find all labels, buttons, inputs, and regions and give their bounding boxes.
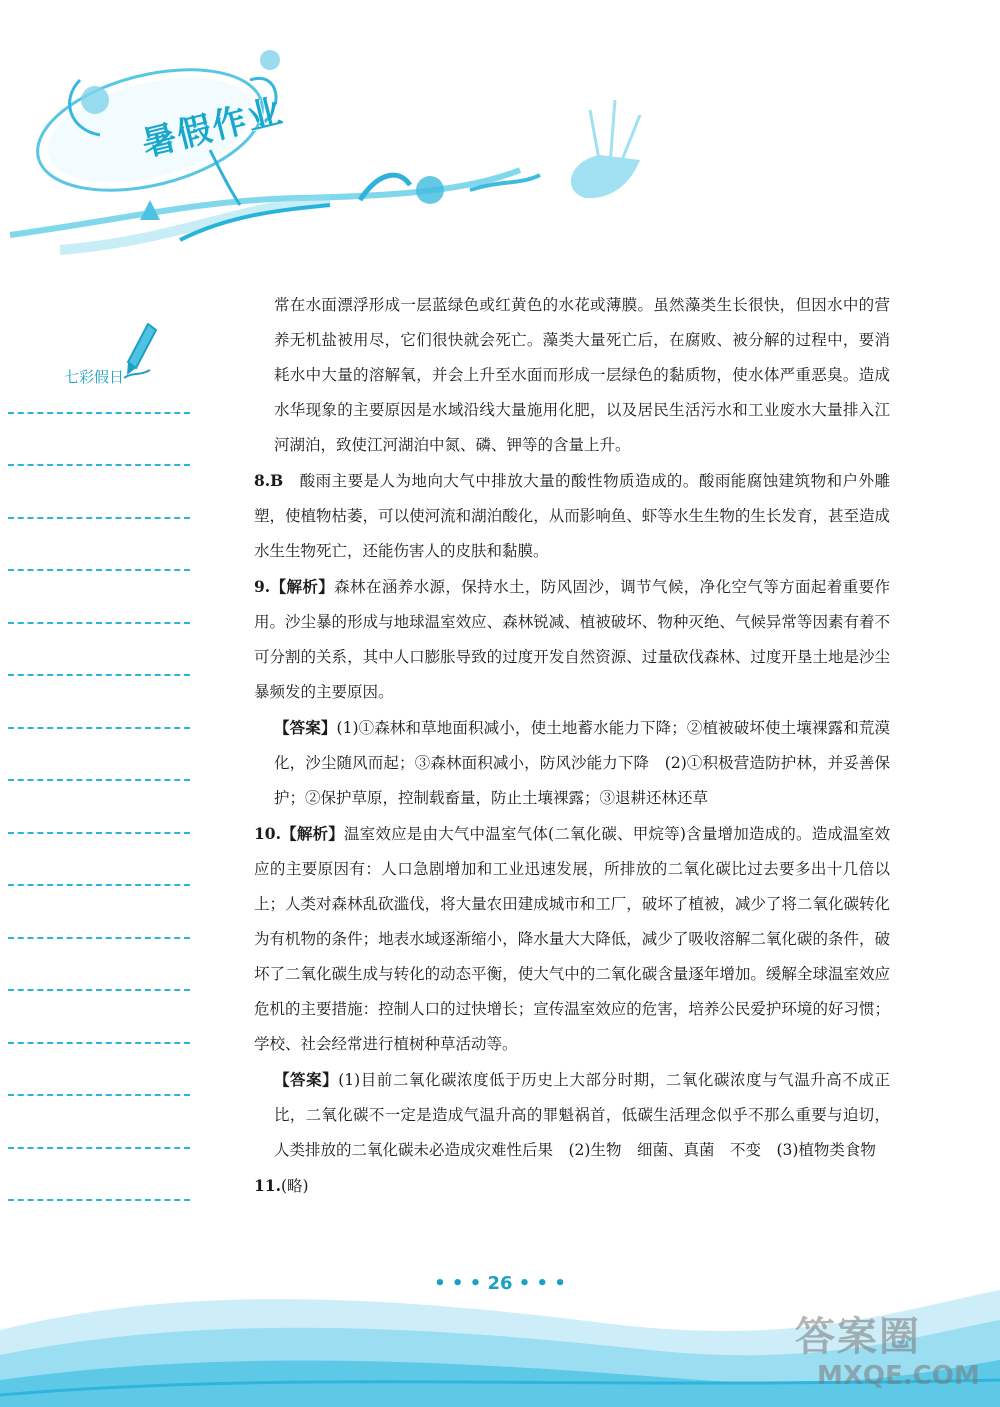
watermark [795,1305,990,1400]
note-line [8,727,190,729]
note-line [8,779,190,781]
note-line [8,989,190,991]
paragraph-text: (略) [280,1177,309,1195]
note-line [8,1042,190,1044]
answer-10-answer [254,1062,890,1168]
answer-tag: 【答案】 [274,718,337,737]
sidebar-label: 七彩假日 [64,368,125,386]
note-line [8,832,190,834]
question-tag: 9.【解析】 [254,577,335,596]
paragraph-text: 酸雨主要是人为地向大气中排放大量的酸性物质造成的。酸雨能腐蚀建筑物和户外雕塑，使植物枯萎，可以使河流和湖泊酸化，从而影响鱼、虾等水生生物的生长发育，甚至造成水生生物死亡，还能伤害人的皮肤和黏膜。 [254,472,890,560]
banner-title: 暑假作业 [138,91,288,165]
watermark-cn: 答案圈 [795,1314,921,1360]
note-line [8,412,190,414]
note-line [8,517,190,519]
answer-8 [254,463,890,569]
page-number: • • • 26 • • • [434,1273,566,1294]
header-floral-art [0,0,700,270]
question-tag: 10.【解析】 [254,824,344,843]
note-line [8,674,190,676]
note-line [8,937,190,939]
note-line [8,1094,190,1096]
paragraph-text: 温室效应是由大气中温室气体(二氧化碳、甲烷等)含量增加造成的。造成温室效应的主要原因有：人口急剧增加和工业迅速发展，所排放的二氧化碳比过去要多出十几倍以上；人类对森林乱砍滥伐，将大量农田建成城市和工厂，破坏了植被，减少了将二氧化碳转化为有机物的条件；地表水域逐渐缩小，降水量大大降低，减少了吸收溶解二氧化碳的条件，破坏了二氧化碳生成与转化的动态平衡，使大气中的二氧化碳含量逐年增加。缓解全球温室效应危机的主要措施：控制人口的过快增长；宣传温室效应的危害，培养公民爱护环境的好习惯；学校、社会经常进行植树种草活动等。 [254,825,890,1053]
note-line [8,569,190,571]
answer-11 [254,1168,890,1204]
paragraph-text: (1)①森林和草地面积减小，使土地蓄水能力下降；②植被破坏使土壤裸露和荒漠化，沙尘随风而起；③森林面积减小，防风沙能力下降 (2)①积极营造防护林，并妥善保护；②保护草原，控制载畜量，防止土壤裸露；③退耕还林还草 [274,719,890,807]
note-line [8,884,190,886]
paragraph-text: (1)目前二氧化碳浓度低于历史上大部分时期，二氧化碳浓度与气温升高不成正比，二氧化碳不一定是造成气温升高的罪魁祸首，低碳生活理念似乎不那么重要与迫切，人类排放的二氧化碳未必造成灾难性后果 (2)生物 细菌、真菌 不变 (3)植物类食物 [274,1071,890,1159]
note-line [8,1199,190,1201]
pen-icon [120,320,160,380]
paragraph-text: 森林在涵养水源，保持水土，防风固沙，调节气候，净化空气等方面起着重要作用。沙尘暴的形成与地球温室效应、森林锐减、植被破坏、物种灭绝、气候异常等因素有着不可分割的关系，其中人口膨胀导致的过度开发自然资源、过量砍伐森林、过度开垦土地是沙尘暴频发的主要原因。 [254,578,890,701]
answer-content [254,288,890,1204]
answer-9-answer [254,710,890,816]
note-line [8,464,190,466]
note-line [8,1147,190,1149]
answer-tag: 【答案】 [274,1070,339,1089]
paragraph-text: 常在水面漂浮形成一层蓝绿色或红黄色的水花或薄膜。虽然藻类生长很快，但因水中的营养无机盐被用尽，它们很快就会死亡。藻类大量死亡后，在腐败、被分解的过程中，要消耗水中大量的溶解氧，并会上升至水面而形成一层绿色的黏质物，使水体严重恶臭。造成水华现象的主要原因是水域沿线大量施用化肥，以及居民生活污水和工业废水大量排入江河湖泊，致使江河湖泊中氮、磷、钾等的含量上升。 [274,296,890,454]
question-tag: 8.B [254,471,300,490]
question-tag: 11. [254,1176,281,1195]
answer-9-analysis [254,569,890,710]
paragraph-continued [254,288,890,463]
sidebar [0,300,200,1220]
watermark-en: MXQE.COM [817,1361,980,1391]
answer-10-analysis [254,816,890,1062]
note-line [8,622,190,624]
